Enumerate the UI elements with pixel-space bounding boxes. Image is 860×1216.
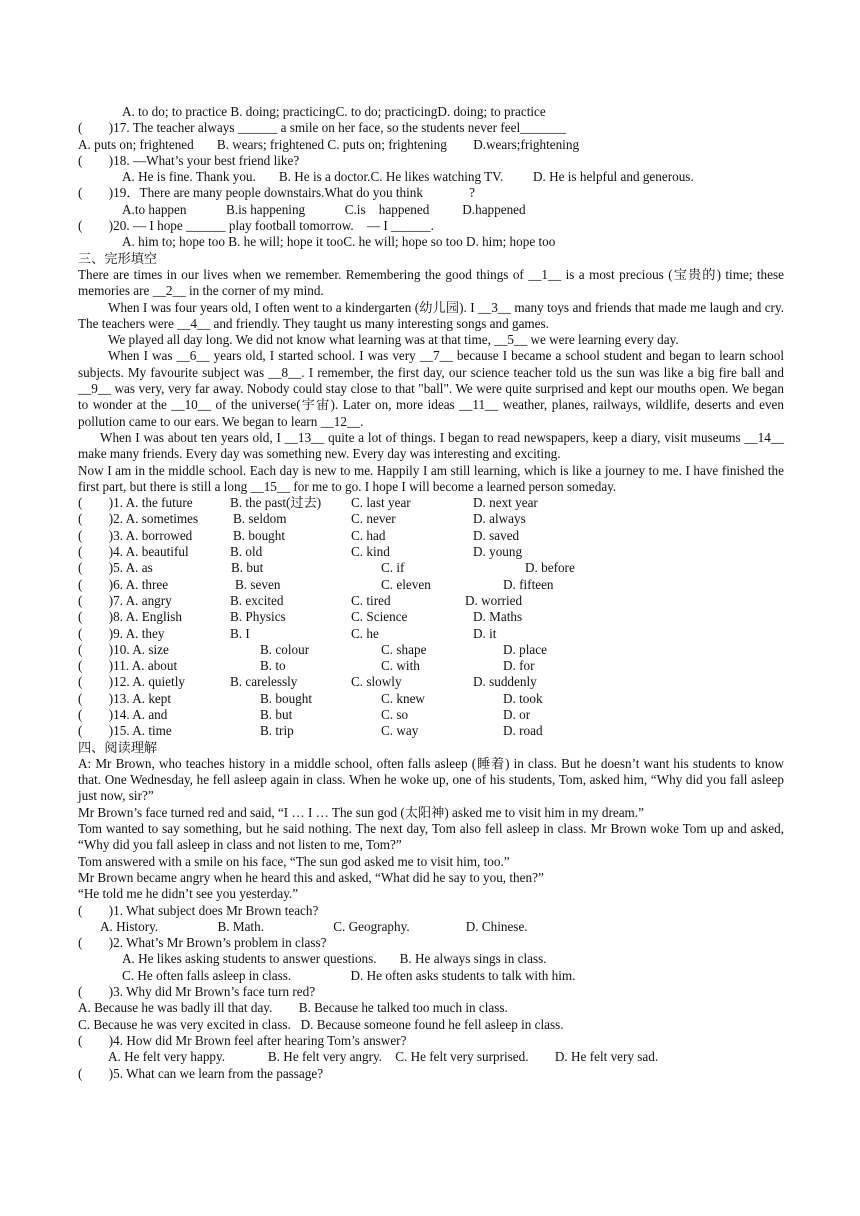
cloze-question-a: ( )7. A. angry [78, 592, 172, 608]
cloze-option-d: D. next year [473, 495, 538, 511]
cloze-option-c: C. he [351, 625, 379, 641]
q20-options: A. him to; hope too B. he will; hope it tooC. he will; hope so too D. him; hope too [122, 234, 556, 250]
q18-options: A. He is fine. Thank you. B. He is a doctor.C. He likes watching TV. D. He is helpful and generous. [122, 169, 694, 185]
q17-stem: ( )17. The teacher always ______ a smile on her face, so the students never feel_______ [78, 120, 567, 136]
cloze-question-a: ( )15. A. time [78, 723, 172, 739]
cloze-option-c: C. so [381, 706, 409, 722]
reading-paragraph-2: Mr Brown’s face turned red and said, “I … I … The sun god (太阳神) asked me to visit him in my dream.” [78, 804, 644, 820]
cloze-question-row [78, 609, 784, 625]
reading-q3-options-ab: A. Because he was badly ill that day. B. Because he talked too much in class. [78, 1000, 508, 1016]
cloze-question-a: ( )14. A. and [78, 706, 168, 722]
reading-q2-stem: ( )2. What’s Mr Brown’s problem in class? [78, 935, 327, 951]
cloze-heading: 三、完形填空 [78, 250, 158, 266]
reading-paragraph-3: Tom wanted to say something, but he said nothing. The next day, Tom also fell asleep in class. Mr Brown woke Tom up and asked, “Why did you fall asleep in class and not listen to me, Tom?” [78, 821, 784, 853]
reading-q2-options-ab: A. He likes asking students to answer questions. B. He always sings in class. [122, 951, 547, 967]
cloze-option-c: C. way [381, 723, 419, 739]
cloze-option-b: B. bought [260, 690, 313, 706]
q17-options: A. puts on; frightened B. wears; frightened C. puts on; frightening D.wears;frightening [78, 136, 580, 152]
cloze-question-row [78, 511, 784, 527]
q19-options: A.to happen B.is happening C.is happened D.happened [122, 201, 526, 217]
cloze-option-b: B. carelessly [230, 674, 298, 690]
cloze-question-row [78, 674, 784, 690]
cloze-option-b: B. bought [233, 527, 286, 543]
cloze-paragraph-1: There are times in our lives when we remember. Remembering the good things of __1__ is a most precious (宝贵的) time; these memories are __2__ in the corner of my mind. [78, 266, 784, 299]
cloze-question-a: ( )10. A. size [78, 641, 169, 657]
reading-q5-stem: ( )5. What can we learn from the passage? [78, 1065, 324, 1081]
cloze-option-c: C. tired [351, 592, 391, 608]
reading-heading: 四、阅读理解 [78, 739, 158, 755]
cloze-option-b: B. seldom [233, 511, 287, 527]
cloze-option-c: C. Science [351, 609, 408, 625]
cloze-option-b: B. the past(过去) [230, 495, 322, 511]
cloze-option-b: B. Physics [230, 609, 286, 625]
reading-paragraph-5: Mr Brown became angry when he heard this and asked, “What did he say to you, then?” [78, 869, 544, 885]
cloze-paragraph-6: Now I am in the middle school. Each day is new to me. Happily I am still learning, which is like a journey to me. I have finished the first part, but there is still a long __15__ for me to go. I hope I will become a learned person someday. [78, 462, 784, 494]
cloze-option-b: B. colour [260, 641, 310, 657]
cloze-question-a: ( )5. A. as [78, 560, 153, 576]
reading-q3-stem: ( )3. Why did Mr Brown’s face turn red? [78, 984, 316, 1000]
cloze-option-d: D. it [473, 625, 497, 641]
cloze-option-d: D. before [525, 560, 575, 576]
cloze-option-c: C. never [351, 511, 396, 527]
q20-stem: ( )20. — I hope ______ play football tomorrow. — I ______. [78, 218, 434, 234]
cloze-option-c: C. had [351, 527, 386, 543]
cloze-question-row [78, 495, 784, 511]
cloze-paragraph-2: When I was four years old, I often went to a kindergarten (幼儿园). I __3__ many toys and friends that made me laugh and cry. The teachers were __4__ and friendly. They taught us many interesting songs and games. [78, 299, 784, 331]
reading-paragraph-4: Tom answered with a smile on his face, “The sun god asked me to visit him, too.” [78, 853, 510, 869]
cloze-option-d: D. young [473, 544, 523, 560]
cloze-option-d: D. road [503, 723, 543, 739]
cloze-question-list [78, 495, 784, 739]
cloze-question-a: ( )11. A. about [78, 658, 178, 674]
cloze-question-a: ( )6. A. three [78, 576, 169, 592]
cloze-option-c: C. shape [381, 641, 427, 657]
reading-q4-stem: ( )4. How did Mr Brown feel after hearing Tom’s answer? [78, 1032, 407, 1048]
cloze-question-a: ( )1. A. the future [78, 495, 193, 511]
cloze-option-d: D. suddenly [473, 674, 537, 690]
cloze-option-c: C. eleven [381, 576, 431, 592]
cloze-option-c: C. if [381, 560, 405, 576]
cloze-question-row [78, 691, 784, 707]
cloze-paragraph-5: When I was about ten years old, I __13__ quite a lot of things. I began to read newspapers, keep a diary, visit museums __14__ make many friends. Every day was something new. Every day was interesting and exciting. [78, 429, 784, 462]
cloze-question-row [78, 544, 784, 560]
exam-page [78, 104, 784, 1082]
cloze-question-row [78, 642, 784, 658]
cloze-option-d: D. or [503, 706, 531, 722]
cloze-option-d: D. fifteen [503, 576, 554, 592]
cloze-question-row [78, 560, 784, 576]
cloze-question-row [78, 577, 784, 593]
cloze-option-b: B. trip [260, 723, 294, 739]
cloze-option-c: C. kind [351, 544, 390, 560]
q19-stem: ( )19．There are many people downstairs.What do you think ? [78, 185, 475, 201]
cloze-question-row [78, 626, 784, 642]
cloze-option-d: D. place [503, 641, 547, 657]
cloze-question-a: ( )3. A. borrowed [78, 527, 193, 543]
cloze-question-row [78, 707, 784, 723]
cloze-paragraph-3: We played all day long. We did not know what learning was at that time, __5__ we were learning every day. [108, 332, 679, 348]
reading-paragraph-1: A: Mr Brown, who teaches history in a middle school, often falls asleep (睡着) in class. But he doesn’t want his students to know that. One Wednesday, he fell asleep again in class. When he woke up, one of his students, Tom, asked him, “Why did you fall asleep just now, sir?” [78, 755, 784, 804]
cloze-question-row [78, 593, 784, 609]
reading-paragraph-6: “He told me he didn’t see you yesterday.” [78, 886, 299, 902]
cloze-option-c: C. with [381, 658, 420, 674]
reading-q2-options-cd: C. He often falls asleep in class. D. He often asks students to talk with him. [122, 967, 576, 983]
cloze-option-d: D. Maths [473, 609, 523, 625]
cloze-question-row [78, 723, 784, 739]
cloze-question-row [78, 528, 784, 544]
cloze-question-a: ( )12. A. quietly [78, 674, 185, 690]
cloze-option-d: D. worried [465, 592, 523, 608]
cloze-option-b: B. excited [230, 592, 284, 608]
cloze-option-b: B. to [260, 658, 286, 674]
cloze-option-c: C. knew [381, 690, 425, 706]
cloze-option-c: C. last year [351, 495, 411, 511]
q16-options: A. to do; to practice B. doing; practicingC. to do; practicingD. doing; to practice [122, 104, 546, 119]
cloze-question-a: ( )9. A. they [78, 625, 165, 641]
cloze-option-d: D. always [473, 511, 526, 527]
cloze-question-a: ( )13. A. kept [78, 690, 172, 706]
cloze-option-b: B. seven [235, 576, 281, 592]
cloze-option-b: B. I [230, 625, 250, 641]
cloze-question-row [78, 658, 784, 674]
cloze-option-d: D. for [503, 658, 535, 674]
q18-stem: ( )18. —What’s your best friend like? [78, 152, 300, 168]
reading-q4-options: A. He felt very happy. B. He felt very angry. C. He felt very surprised. D. He felt very sad. [108, 1049, 659, 1065]
reading-q3-options-cd: C. Because he was very excited in class. D. Because someone found he fell asleep in class. [78, 1016, 564, 1032]
cloze-option-b: B. but [231, 560, 264, 576]
cloze-question-a: ( )2. A. sometimes [78, 511, 199, 527]
cloze-option-b: B. but [260, 706, 293, 722]
cloze-option-d: D. took [503, 690, 543, 706]
reading-q1-options: A. History. B. Math. C. Geography. D. Chinese. [100, 918, 528, 934]
cloze-question-a: ( )4. A. beautiful [78, 544, 189, 560]
cloze-question-a: ( )8. A. English [78, 609, 183, 625]
cloze-option-b: B. old [230, 544, 263, 560]
cloze-paragraph-4: When I was __6__ years old, I started school. I was very __7__ because I became a school student and began to learn school subjects. My favourite subject was __8__. I remember, the first day, our science teacher told us the sun was like a big fire ball and __9__ was very, very far away. Nobody could stay close to that "ball". We were quite surprised and kept our mouths open. We began to wonder at the __10__ of the universe(宇宙). Later on, more ideas __11__ weather, planes, railways, wildlife, deserts and even pollution came to our ears. We began to learn __12__. [78, 348, 784, 429]
reading-q1-stem: ( )1. What subject does Mr Brown teach? [78, 902, 319, 918]
cloze-option-c: C. slowly [351, 674, 402, 690]
cloze-option-d: D. saved [473, 527, 520, 543]
